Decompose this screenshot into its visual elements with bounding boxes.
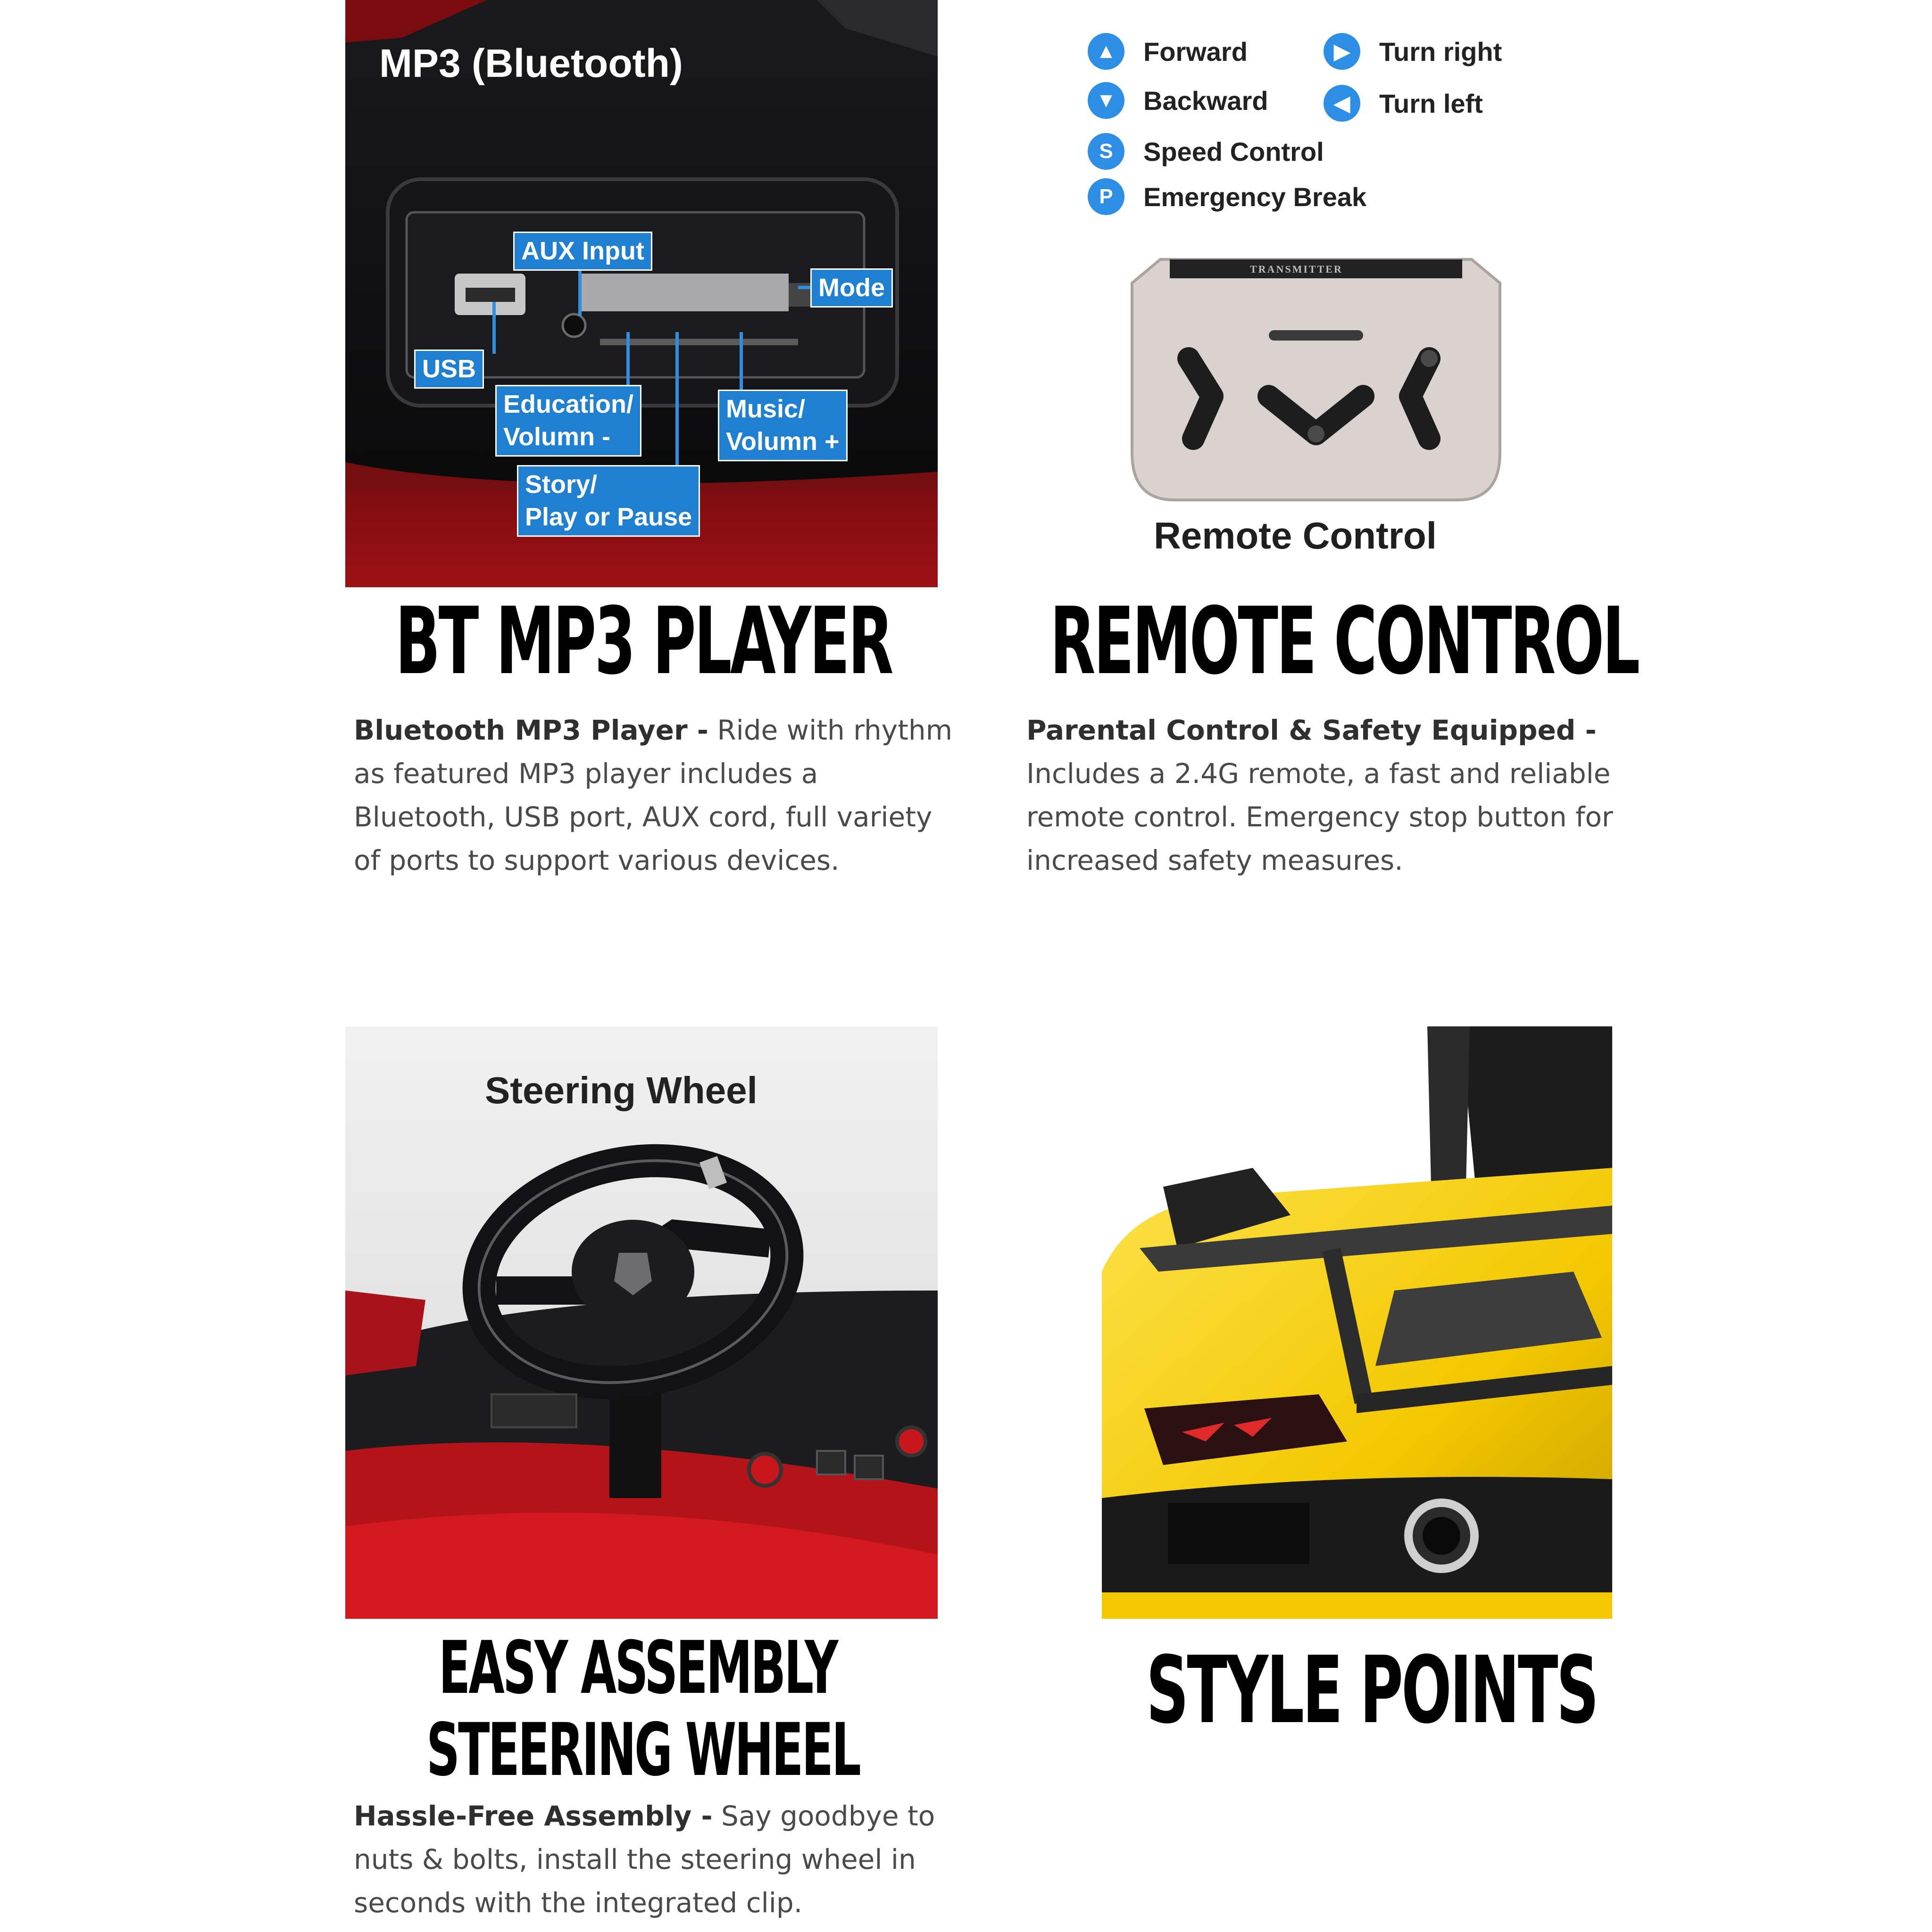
aux-input-tag: AUX Input <box>513 232 652 271</box>
remote-legend <box>1088 33 1607 236</box>
legend-turn-right-label: Turn right <box>1379 36 1502 67</box>
remote-description-body: Includes a 2.4G remote, a fast and reliable remote control. Emergency stop button for increased safety measures. <box>1026 758 1613 876</box>
steering-photo-panel <box>345 1026 938 1619</box>
steering-heading-line1: EASY ASSEMBLY <box>439 1626 837 1710</box>
mp3-heading: BT MP3 PLAYER <box>395 588 892 695</box>
legend-emergency-break <box>1088 178 1366 215</box>
steering-description-body: Say goodbye to nuts & bolts, install the steering wheel in seconds with the integrated clip. <box>354 1800 935 1919</box>
steering-description <box>354 1794 967 1924</box>
car-photo-panel <box>1102 1026 1612 1619</box>
usb-tag: USB <box>414 350 484 389</box>
education-volume-down-tag: Education/ Volumn - <box>495 385 641 457</box>
legend-forward-label: Forward <box>1143 36 1248 67</box>
remote-description <box>1026 708 1635 882</box>
leader-aux <box>578 269 582 316</box>
legend-backward <box>1088 82 1268 119</box>
steering-photo-art <box>345 1026 938 1619</box>
legend-turn-right <box>1324 33 1502 70</box>
remote-transmitter-photo <box>1099 255 1533 509</box>
story-play-pause-tag: Story/ Play or Pause <box>517 465 700 537</box>
legend-turn-left-label: Turn left <box>1379 88 1483 118</box>
arrow-down-icon: ▼ <box>1088 82 1124 119</box>
mp3-description <box>354 708 967 882</box>
legend-forward <box>1088 33 1248 70</box>
mode-tag: Mode <box>810 268 893 308</box>
steering-photo-label: Steering Wheel <box>485 1069 758 1111</box>
leader-education <box>626 332 630 389</box>
remote-caption: Remote Control <box>1154 515 1437 557</box>
park-p-icon: P <box>1088 178 1124 215</box>
legend-speed-control-label: Speed Control <box>1143 136 1324 167</box>
speed-s-icon: S <box>1088 133 1124 170</box>
legend-backward-label: Backward <box>1143 85 1268 116</box>
transmitter-art <box>1099 255 1533 509</box>
legend-turn-left <box>1324 85 1483 122</box>
arrow-up-icon: ▲ <box>1088 33 1124 70</box>
arrow-left-icon: ◀ <box>1324 85 1360 122</box>
leader-music <box>740 332 743 393</box>
mp3-description-body: Ride with rhythm as featured MP3 player includes a Bluetooth, USB port, AUX cord, full variety of ports to support various devices. <box>354 714 953 876</box>
style-heading: STYLE POINTS <box>1146 1637 1598 1744</box>
steering-description-lead: Hassle-Free Assembly - <box>354 1800 713 1832</box>
remote-description-lead: Parental Control & Safety Equipped - <box>1026 714 1597 746</box>
legend-speed-control <box>1088 133 1324 170</box>
legend-emergency-break-label: Emergency Break <box>1143 182 1367 212</box>
leader-story <box>675 332 679 469</box>
mp3-photo-title: MP3 (Bluetooth) <box>379 41 683 85</box>
car-photo-art <box>1102 1026 1612 1619</box>
leader-usb <box>492 302 496 354</box>
music-volume-up-tag: Music/ Volumn + <box>718 390 848 461</box>
mp3-photo-panel <box>345 0 938 587</box>
mp3-description-lead: Bluetooth MP3 Player - <box>354 714 708 746</box>
transmitter-text: TRANSMITTER <box>1250 263 1343 275</box>
remote-heading: REMOTE CONTROL <box>1050 588 1639 695</box>
arrow-right-icon: ▶ <box>1324 33 1360 70</box>
steering-heading-line2: STEERING WHEEL <box>426 1708 860 1792</box>
